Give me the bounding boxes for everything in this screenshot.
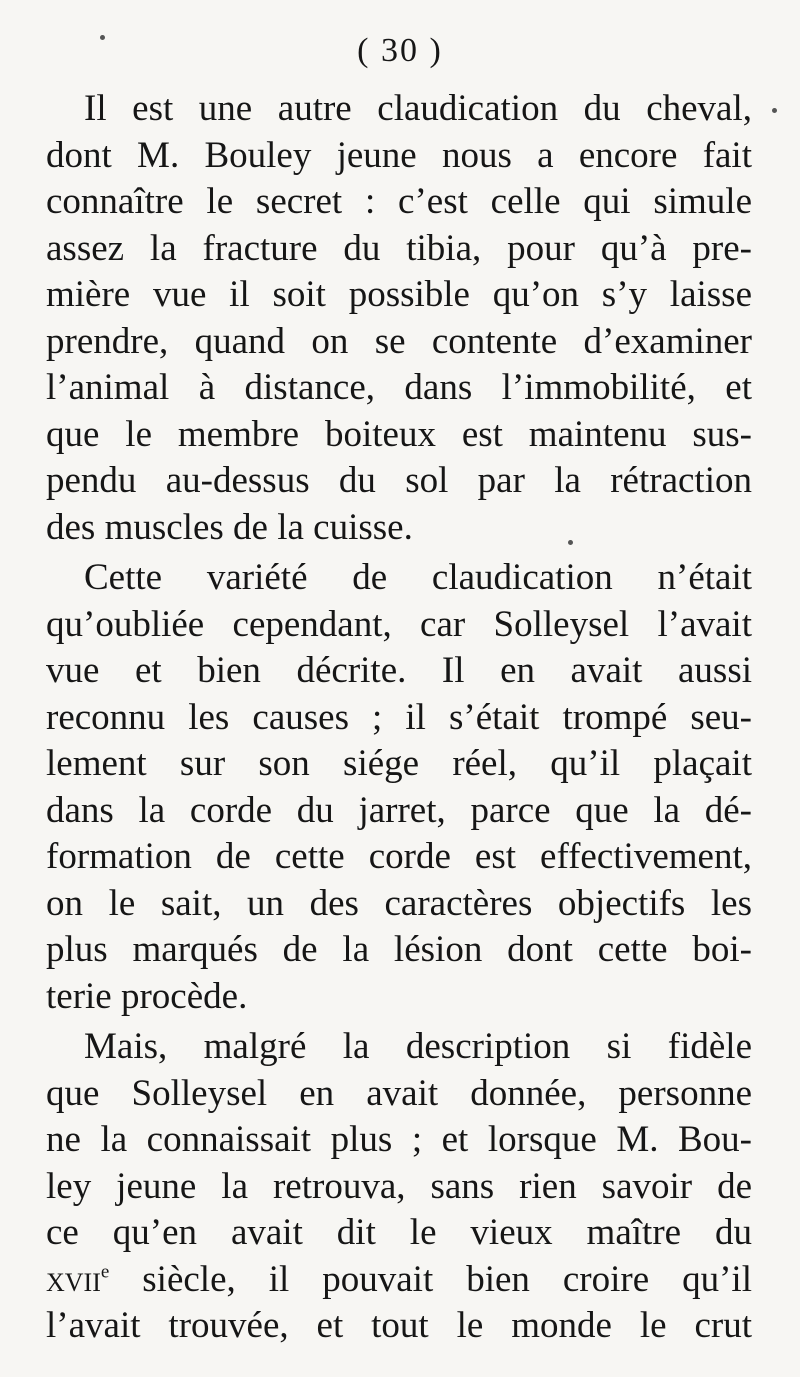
ink-speck: [772, 108, 777, 113]
text-line: qu’oubliée cependant, car Solleysel l’avait: [46, 603, 752, 645]
text-line-century: [46, 1257, 752, 1304]
body-text: [46, 86, 752, 1354]
text-line: prendre, quand on se contente d’examiner: [46, 320, 752, 362]
page-number: ( 30 ): [357, 32, 443, 69]
century-numeral: xvii: [46, 1258, 101, 1300]
text-line: reconnu les causes ; il s’était trompé seu-: [46, 696, 752, 738]
text-line: ne la connaissait plus ; et lorsque M. Bou-: [46, 1119, 752, 1160]
text-line: des muscles de la cuisse.: [46, 506, 413, 548]
text-line: formation de cette corde est effectivement,: [46, 836, 752, 877]
text-line: mière vue il soit possible qu’on s’y laisse: [46, 274, 752, 315]
century-superscript: e: [100, 1261, 110, 1283]
text-line: terie procède.: [46, 975, 248, 1017]
text-line: l’animal à distance, dans l’immobilité, et: [46, 367, 752, 408]
text-line: plus marqués de la lésion dont cette boi-: [46, 929, 752, 970]
text-line: Il est une autre claudication du cheval,: [84, 88, 752, 129]
paragraph-3: [46, 1024, 752, 1350]
text-line: dont M. Bouley jeune nous a encore fait: [46, 134, 752, 176]
text-line: Mais, malgré la description si fidèle: [84, 1026, 752, 1067]
text-line: dans la corde du jarret, parce que la dé-: [46, 789, 752, 831]
text-line: que le membre boiteux est maintenu sus-: [46, 413, 752, 455]
text-line: vue et bien décrite. Il en avait aussi: [46, 650, 752, 691]
text-line: l’avait trouvée, et tout le monde le crut: [46, 1305, 752, 1346]
text-line: on le sait, un des caractères objectifs les: [46, 882, 752, 924]
text-line: connaître le secret : c’est celle qui simule: [46, 181, 752, 222]
text-line: lement sur son siége réel, qu’il plaçait: [46, 743, 752, 784]
text-line: ley jeune la retrouva, sans rien savoir de: [46, 1165, 752, 1207]
text-line: Cette variété de claudication n’était: [84, 557, 752, 598]
text-line: ce qu’en avait dit le vieux maître du: [46, 1212, 752, 1253]
paragraph-1: [46, 86, 752, 551]
paragraph-2: [46, 555, 752, 1020]
text-line: assez la fracture du tibia, pour qu’à pre-: [46, 227, 752, 269]
text-line: que Solleysel en avait donnée, personne: [46, 1072, 752, 1114]
century-line-rest: siècle, il pouvait bien croire qu’il: [109, 1258, 752, 1300]
text-line: pendu au-dessus du sol par la rétraction: [46, 460, 752, 501]
